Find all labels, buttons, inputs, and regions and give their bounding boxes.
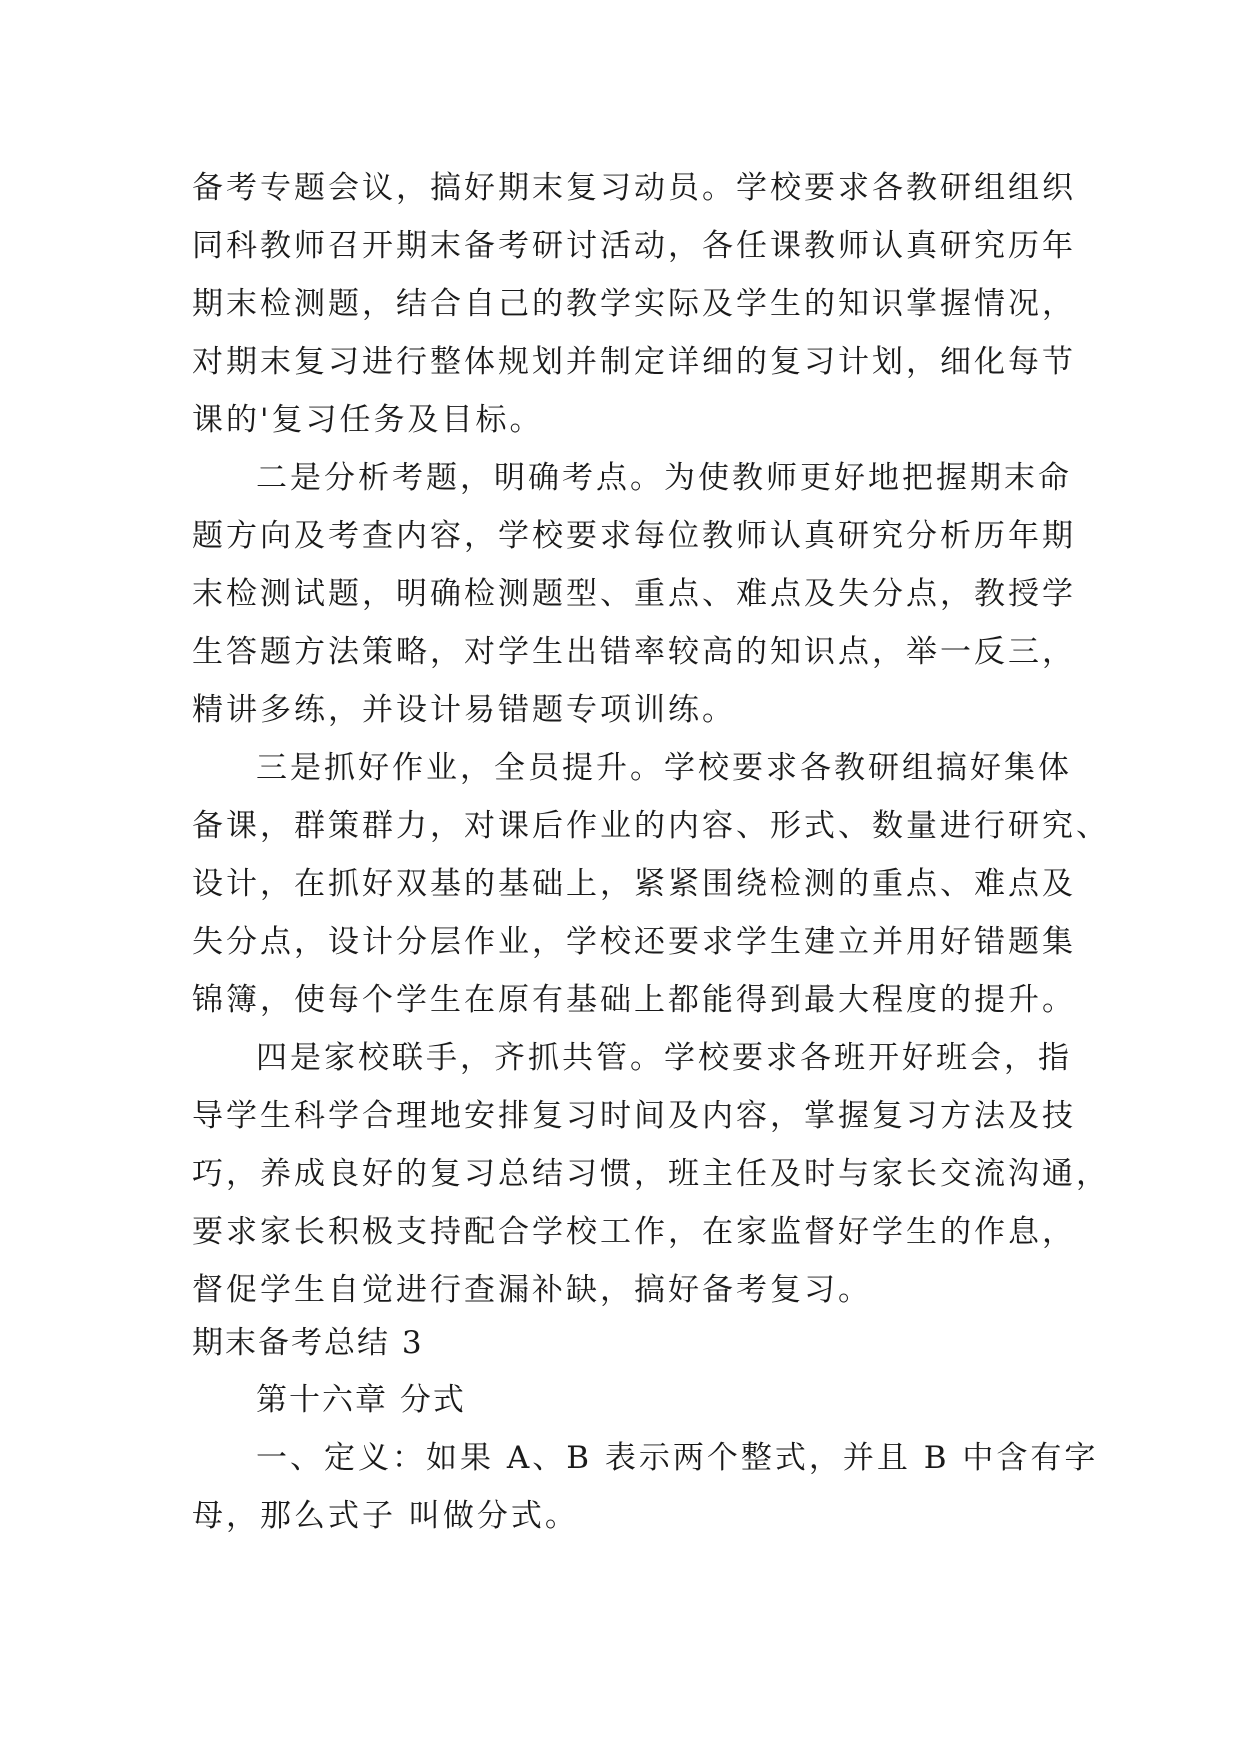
- paragraph-line: 母，那么式子 叫做分式。: [192, 1498, 579, 1534]
- paragraph-line: 生答题方法策略，对学生出错率较高的知识点，举一反三，: [192, 634, 1076, 670]
- paragraph-line: 巧，养成良好的复习总结习惯，班主任及时与家长交流沟通，: [192, 1156, 1110, 1192]
- paragraph-line: 四是家校联手，齐抓共管。学校要求各班开好班会，指: [256, 1040, 1072, 1076]
- paragraph-line: 备考专题会议，搞好期末复习动员。学校要求各教研组组织: [192, 170, 1076, 206]
- paragraph-line: 一、定义：如果 A、B 表示两个整式，并且 B 中含有字: [256, 1440, 1099, 1476]
- paragraph-line: 导学生科学合理地安排复习时间及内容，掌握复习方法及技: [192, 1098, 1076, 1134]
- paragraph-line: 备课，群策群力，对课后作业的内容、形式、数量进行研究、: [192, 808, 1110, 844]
- paragraph-line: 精讲多练，并设计易错题专项训练。: [192, 692, 736, 728]
- section-heading: 期末备考总结 3: [192, 1325, 424, 1361]
- paragraph-line: 三是抓好作业，全员提升。学校要求各教研组搞好集体: [256, 750, 1072, 786]
- chapter-title: 第十六章 分式: [256, 1382, 466, 1418]
- paragraph-line: 失分点，设计分层作业，学校还要求学生建立并用好错题集: [192, 924, 1076, 960]
- paragraph-line: 对期末复习进行整体规划并制定详细的复习计划，细化每节: [192, 344, 1076, 380]
- paragraph-line: 课的'复习任务及目标。: [192, 402, 544, 438]
- paragraph-line: 末检测试题，明确检测题型、重点、难点及失分点，教授学: [192, 576, 1076, 612]
- paragraph-line: 同科教师召开期末备考研讨活动，各任课教师认真研究历年: [192, 228, 1076, 264]
- paragraph-line: 设计，在抓好双基的基础上，紧紧围绕检测的重点、难点及: [192, 866, 1076, 902]
- paragraph-line: 要求家长积极支持配合学校工作，在家监督好学生的作息，: [192, 1214, 1076, 1250]
- paragraph-line: 题方向及考查内容，学校要求每位教师认真研究分析历年期: [192, 518, 1076, 554]
- paragraph-line: 二是分析考题，明确考点。为使教师更好地把握期末命: [256, 460, 1072, 496]
- paragraph-line: 锦簿，使每个学生在原有基础上都能得到最大程度的提升。: [192, 982, 1076, 1018]
- paragraph-line: 督促学生自觉进行查漏补缺，搞好备考复习。: [192, 1272, 872, 1308]
- paragraph-line: 期末检测题，结合自己的教学实际及学生的知识掌握情况，: [192, 286, 1076, 322]
